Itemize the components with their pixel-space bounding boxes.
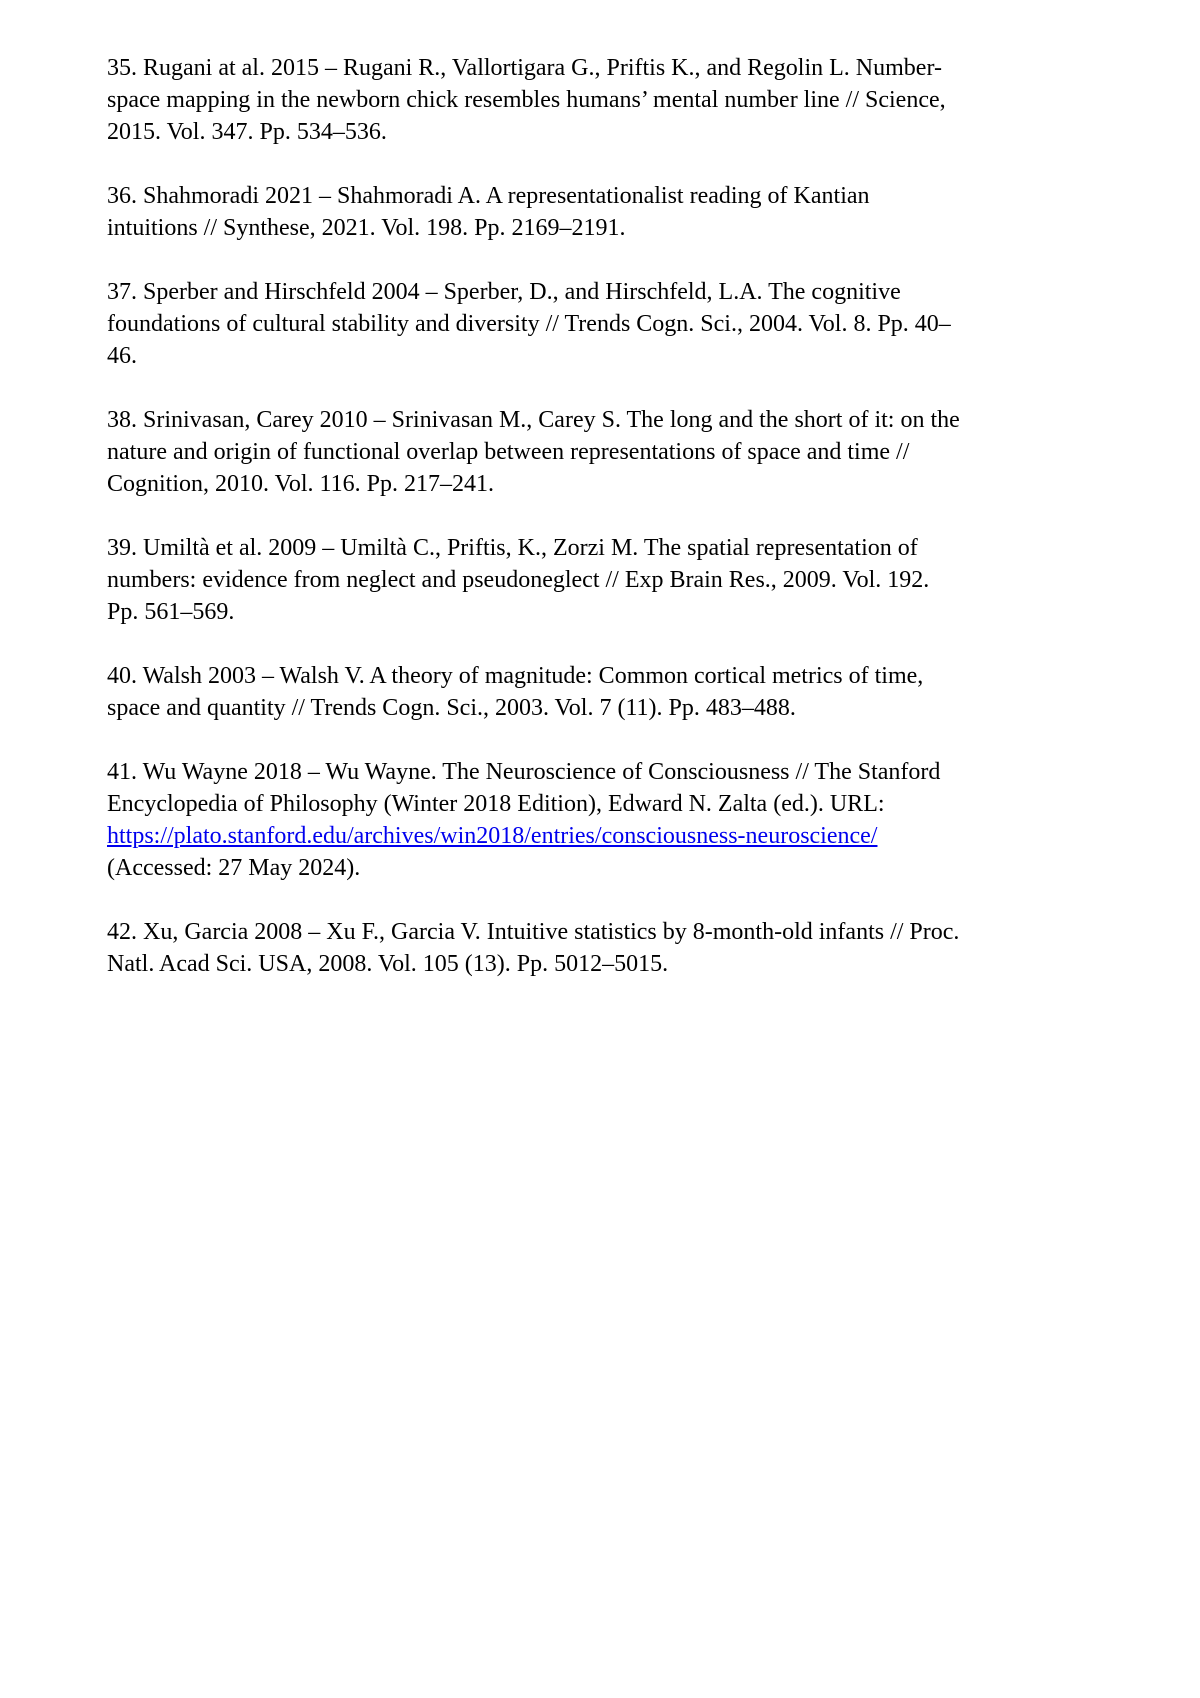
reference-line: (Accessed: 27 May 2024). xyxy=(107,855,361,881)
reference-line: 2015. Vol. 347. Pp. 534–536. xyxy=(107,119,387,145)
reference-entry-36 xyxy=(107,180,1093,244)
reference-line: Natl. Acad Sci. USA, 2008. Vol. 105 (13). Pp. 5012–5015. xyxy=(107,951,669,977)
reference-line: nature and origin of functional overlap between representations of space and time // xyxy=(107,439,910,465)
reference-line: 40. Walsh 2003 – Walsh V. A theory of magnitude: Common cortical metrics of time, xyxy=(107,663,924,689)
reference-entry-42 xyxy=(107,916,1093,980)
reference-entry-37 xyxy=(107,276,1093,372)
reference-entry-35 xyxy=(107,52,1093,148)
reference-entry-39 xyxy=(107,532,1093,628)
reference-line: intuitions // Synthese, 2021. Vol. 198. Pp. 2169–2191. xyxy=(107,215,626,241)
reference-line: 42. Xu, Garcia 2008 – Xu F., Garcia V. Intuitive statistics by 8-month-old infants // Proc. xyxy=(107,919,960,945)
reference-entry-41 xyxy=(107,756,1093,884)
reference-line: space and quantity // Trends Cogn. Sci., 2003. Vol. 7 (11). Pp. 483–488. xyxy=(107,695,796,721)
reference-line: foundations of cultural stability and diversity // Trends Cogn. Sci., 2004. Vol. 8. Pp. 40– xyxy=(107,311,951,337)
reference-line: Pp. 561–569. xyxy=(107,599,235,625)
reference-entry-38 xyxy=(107,404,1093,500)
reference-line: Encyclopedia of Philosophy (Winter 2018 Edition), Edward N. Zalta (ed.). URL: xyxy=(107,791,885,817)
reference-line: 36. Shahmoradi 2021 – Shahmoradi A. A representationalist reading of Kantian xyxy=(107,183,870,209)
reference-line: 38. Srinivasan, Carey 2010 – Srinivasan M., Carey S. The long and the short of it: on the xyxy=(107,407,960,433)
reference-url-link[interactable]: https://plato.stanford.edu/archives/win2018/entries/consciousness-neuroscience/ xyxy=(107,823,878,849)
reference-line: numbers: evidence from neglect and pseudoneglect // Exp Brain Res., 2009. Vol. 192. xyxy=(107,567,930,593)
reference-line: space mapping in the newborn chick resembles humans’ mental number line // Science, xyxy=(107,87,946,113)
reference-line: Cognition, 2010. Vol. 116. Pp. 217–241. xyxy=(107,471,494,497)
reference-line: 37. Sperber and Hirschfeld 2004 – Sperber, D., and Hirschfeld, L.A. The cognitive xyxy=(107,279,901,305)
reference-line: 39. Umiltà et al. 2009 – Umiltà C., Priftis, K., Zorzi M. The spatial representation of xyxy=(107,535,918,561)
reference-line: 41. Wu Wayne 2018 – Wu Wayne. The Neuroscience of Consciousness // The Stanford xyxy=(107,759,941,785)
reference-entry-40 xyxy=(107,660,1093,724)
reference-line: 46. xyxy=(107,343,137,369)
reference-line: 35. Rugani at al. 2015 – Rugani R., Vallortigara G., Priftis K., and Regolin L. Number- xyxy=(107,55,942,81)
